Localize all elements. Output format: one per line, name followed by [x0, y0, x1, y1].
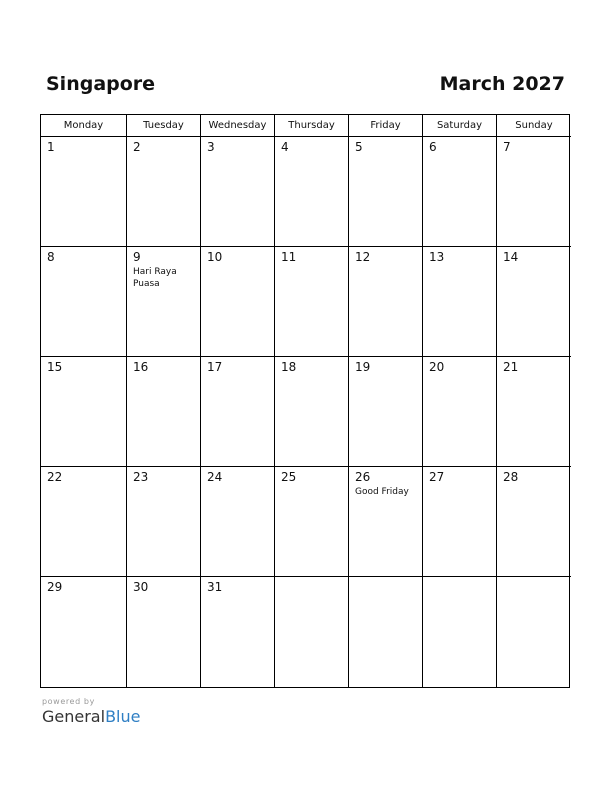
day-number: 7 [503, 140, 511, 154]
day-number: 23 [133, 470, 149, 484]
month-year-title: March 2027 [439, 73, 565, 95]
brand-logo [42, 707, 140, 727]
powered-by-text: powered by [42, 697, 95, 706]
day-number: 28 [503, 470, 519, 484]
weekday-header: Monday [41, 115, 127, 137]
day-cell [275, 467, 349, 577]
day-cell [497, 247, 571, 357]
day-number: 21 [503, 360, 519, 374]
day-cell [497, 137, 571, 247]
day-cell [275, 137, 349, 247]
day-cell [41, 467, 127, 577]
day-cell [423, 467, 497, 577]
day-number: 4 [281, 140, 289, 154]
day-number: 18 [281, 360, 297, 374]
day-cell [201, 137, 275, 247]
weekday-header: Tuesday [127, 115, 201, 137]
day-cell [423, 247, 497, 357]
day-number: 26 [355, 470, 371, 484]
day-number: 15 [47, 360, 63, 374]
day-cell [349, 137, 423, 247]
day-cell [127, 467, 201, 577]
day-cell [497, 357, 571, 467]
day-number: 22 [47, 470, 63, 484]
brand-first-word: General [42, 707, 106, 726]
calendar-grid [40, 114, 570, 688]
day-number: 25 [281, 470, 297, 484]
day-cell [41, 577, 127, 687]
day-cell [275, 357, 349, 467]
day-cell [275, 577, 349, 687]
day-cell [423, 577, 497, 687]
day-number: 27 [429, 470, 445, 484]
weekday-header: Thursday [275, 115, 349, 137]
holiday-label: Good Friday [355, 487, 409, 497]
day-cell [349, 247, 423, 357]
day-number: 24 [207, 470, 223, 484]
brand-second-word: Blue [105, 707, 141, 726]
day-number: 2 [133, 140, 141, 154]
day-number: 3 [207, 140, 215, 154]
day-cell [41, 247, 127, 357]
day-number: 11 [281, 250, 297, 264]
day-cell [497, 577, 571, 687]
day-cell [201, 467, 275, 577]
location-title: Singapore [46, 73, 156, 95]
day-cell [349, 357, 423, 467]
day-cell [349, 467, 423, 577]
day-number: 31 [207, 580, 223, 594]
day-number: 30 [133, 580, 149, 594]
day-cell [127, 137, 201, 247]
day-number: 6 [429, 140, 437, 154]
day-cell [423, 137, 497, 247]
weekday-header: Saturday [423, 115, 497, 137]
day-cell [201, 577, 275, 687]
day-number: 5 [355, 140, 363, 154]
day-number: 1 [47, 140, 55, 154]
day-cell [127, 577, 201, 687]
day-cell [41, 357, 127, 467]
weekday-header: Sunday [497, 115, 571, 137]
day-cell [423, 357, 497, 467]
holiday-label: Hari Raya Puasa [133, 267, 177, 289]
weekday-header: Friday [349, 115, 423, 137]
day-cell [127, 247, 201, 357]
day-number: 10 [207, 250, 223, 264]
day-number: 8 [47, 250, 55, 264]
day-number: 9 [133, 250, 141, 264]
day-number: 17 [207, 360, 223, 374]
footer-branding [42, 696, 140, 727]
day-number: 12 [355, 250, 371, 264]
day-number: 20 [429, 360, 445, 374]
day-number: 19 [355, 360, 371, 374]
day-cell [349, 577, 423, 687]
day-cell [201, 247, 275, 357]
day-cell [127, 357, 201, 467]
day-number: 14 [503, 250, 519, 264]
day-number: 29 [47, 580, 63, 594]
weekday-header: Wednesday [201, 115, 275, 137]
day-number: 16 [133, 360, 149, 374]
day-cell [497, 467, 571, 577]
day-number: 13 [429, 250, 445, 264]
day-cell [41, 137, 127, 247]
day-cell [275, 247, 349, 357]
day-cell [201, 357, 275, 467]
